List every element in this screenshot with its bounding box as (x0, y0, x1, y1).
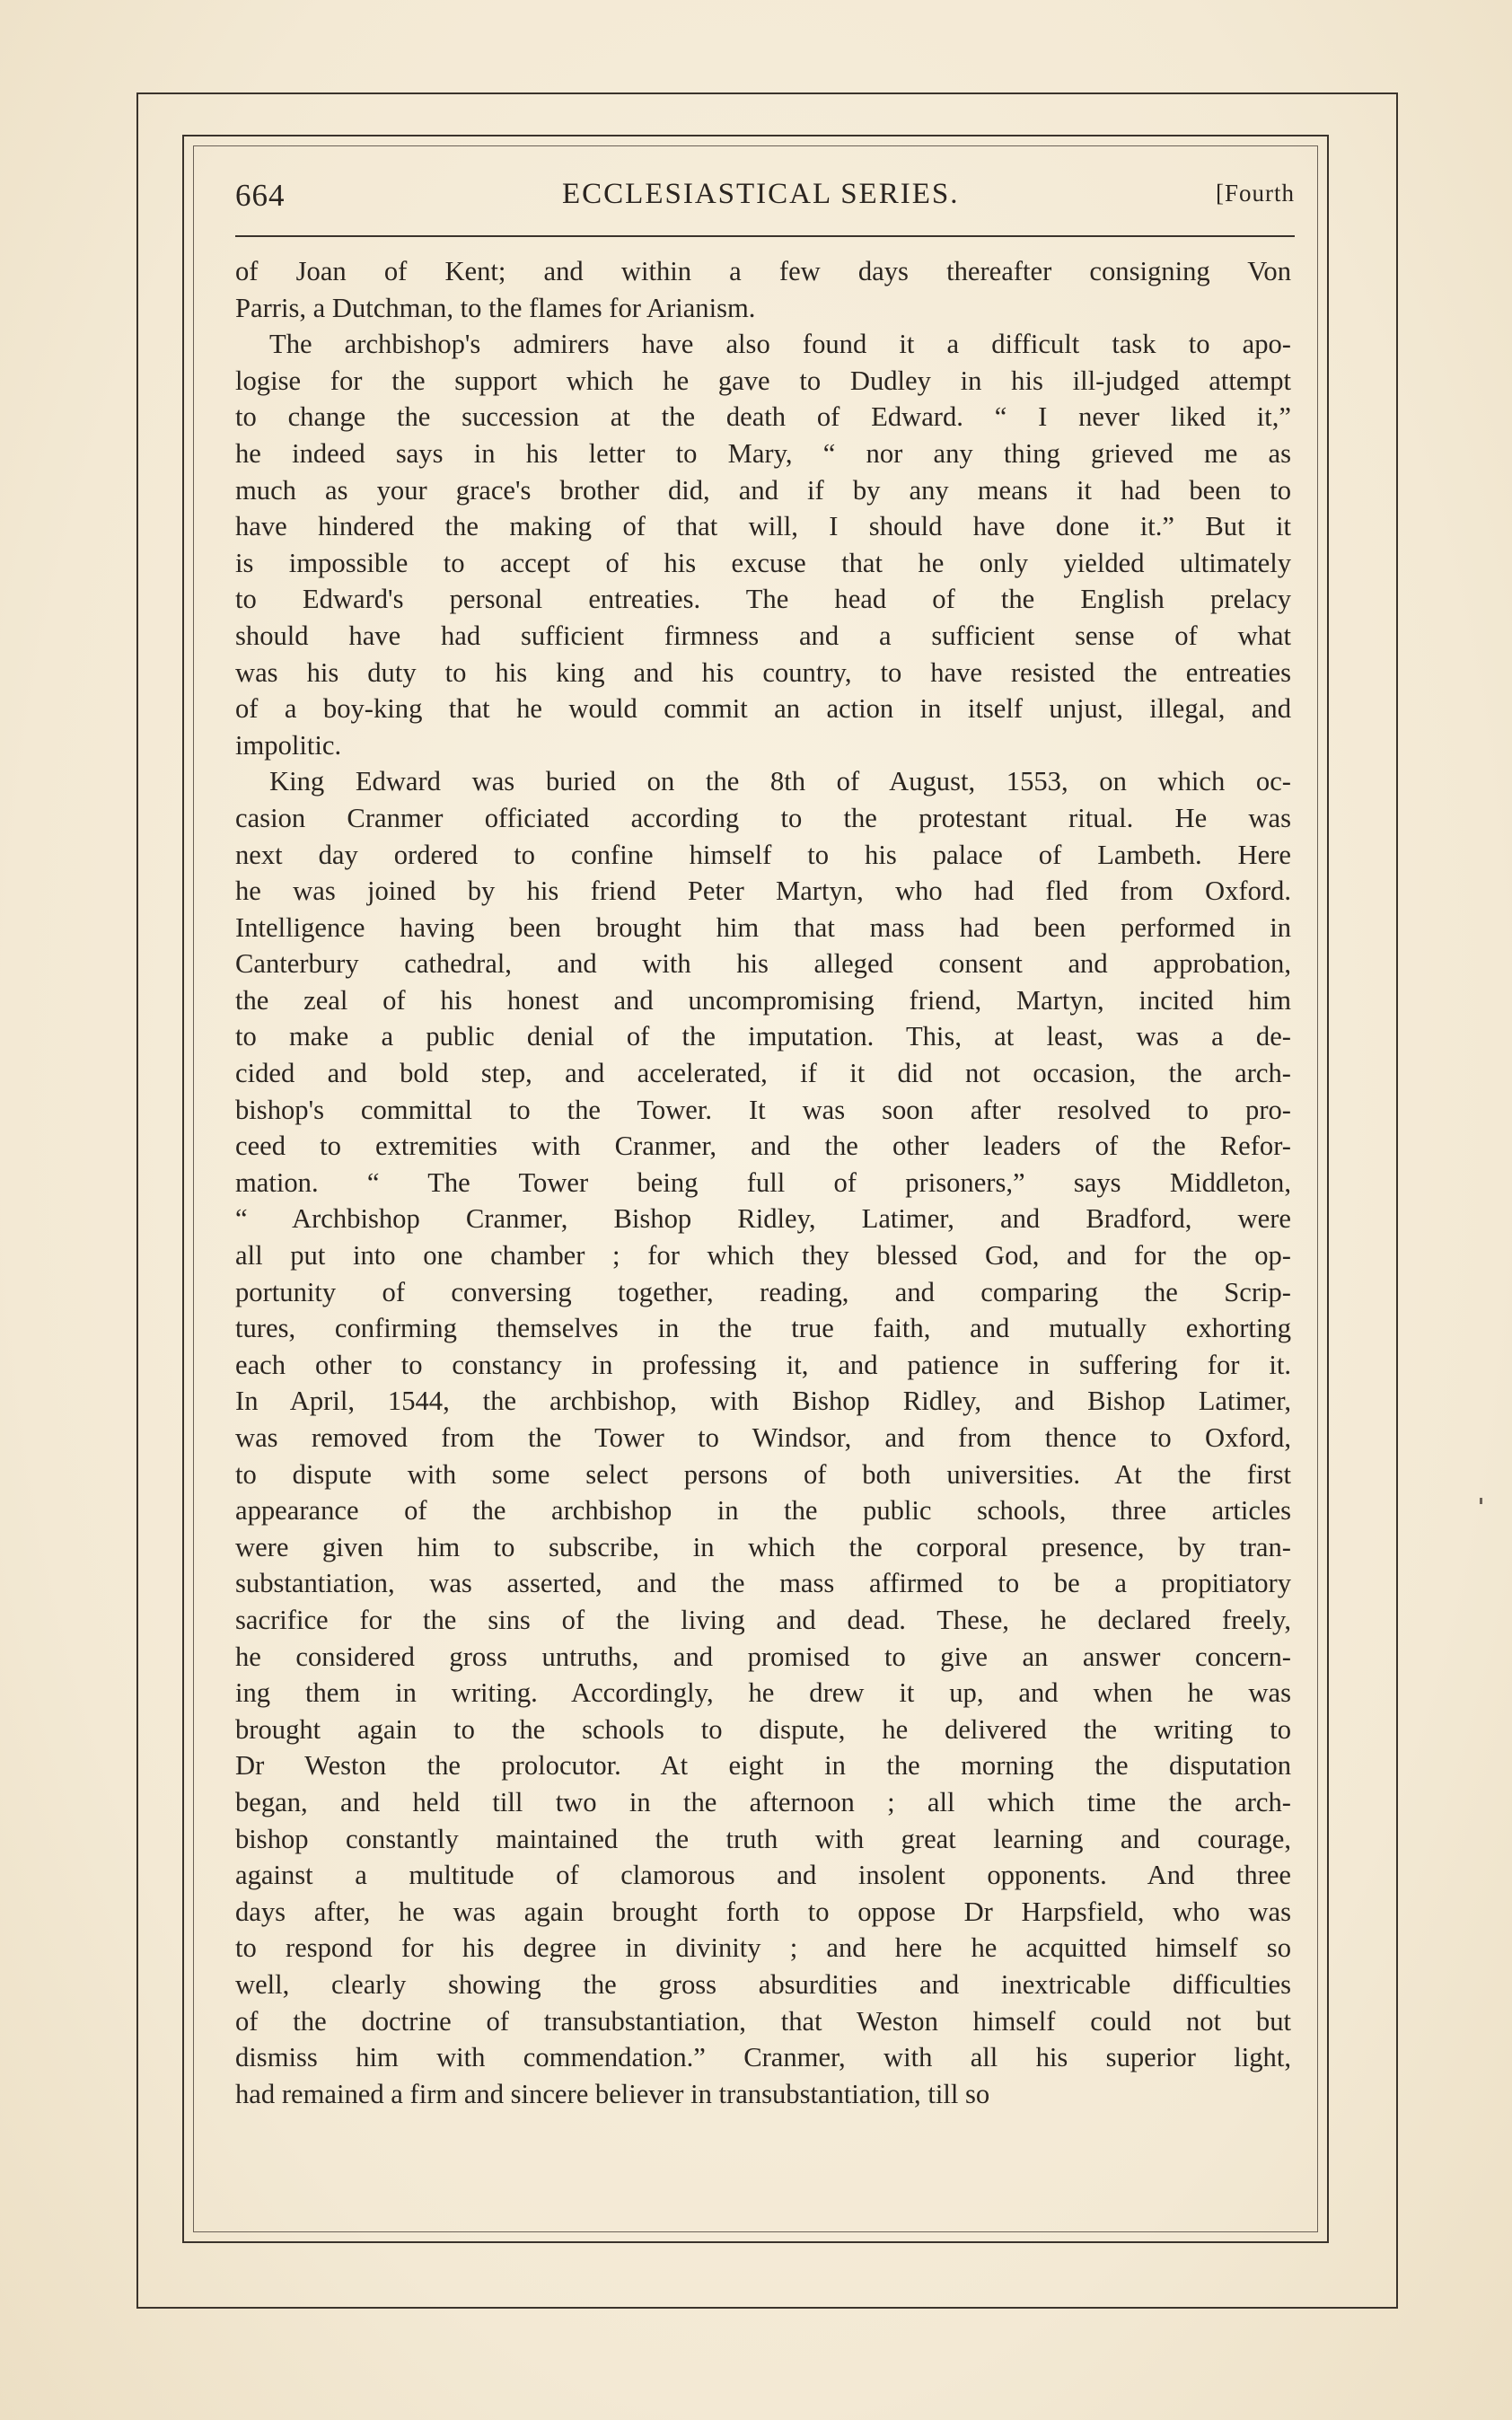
text-line: Canterbury cathedral, and with his alleged consent and approbation, (235, 948, 1291, 980)
text-line: to dispute with some select persons of both universities. At the first (235, 1458, 1291, 1490)
margin-mark (1480, 1498, 1482, 1504)
part-reference: [Fourth (1216, 180, 1295, 207)
text-line: substantiation, was asserted, and the mass affirmed to be a propitiatory (235, 1568, 1291, 1599)
text-line: logise for the support which he gave to Dudley in his ill-judged attempt (235, 365, 1291, 396)
text-line: to make a public denial of the imputation. This, at least, was a de- (235, 1021, 1291, 1052)
text-line: each other to constancy in professing it, and patience in suffering for it. (235, 1349, 1291, 1380)
text-line: sacrifice for the sins of the living and dead. These, he declared freely, (235, 1604, 1291, 1635)
text-line: bishop constantly maintained the truth with great learning and courage, (235, 1823, 1291, 1854)
text-line: King Edward was buried on the 8th of August, 1553, on which oc- (269, 766, 1291, 797)
text-line: Intelligence having been brought him that mass had been performed in (235, 911, 1291, 943)
text-line: days after, he was again brought forth to oppose Dr Harpsfield, who was (235, 1896, 1291, 1927)
text-line: to change the succession at the death of Edward. “ I never liked it,” (235, 401, 1291, 433)
text-line: of the doctrine of transubstantiation, that Weston himself could not but (235, 2005, 1291, 2037)
text-line: against a multitude of clamorous and insolent opponents. And three (235, 1860, 1291, 1891)
text-line: had remained a firm and sincere believer in transubstantiation, till so (235, 2078, 990, 2109)
text-line: “ Archbishop Cranmer, Bishop Ridley, Latimer, and Bradford, were (235, 1203, 1291, 1235)
text-line: to Edward's personal entreaties. The head of the English prelacy (235, 584, 1291, 615)
page-number: 664 (235, 178, 286, 213)
text-line: impolitic. (235, 729, 342, 761)
text-line: should have had sufficient firmness and a sufficient sense of what (235, 620, 1291, 651)
text-line: well, clearly showing the gross absurdities and inextricable difficulties (235, 1968, 1291, 2000)
text-line: of a boy-king that he would commit an action in itself unjust, illegal, and (235, 693, 1291, 725)
text-line: was his duty to his king and his country, to have resisted the entreaties (235, 656, 1291, 688)
text-line: mation. “ The Tower being full of prisoners,” says Middleton, (235, 1166, 1291, 1198)
text-line: appearance of the archbishop in the public schools, three articles (235, 1495, 1291, 1527)
text-line: was removed from the Tower to Windsor, and from thence to Oxford, (235, 1422, 1291, 1453)
text-line: he indeed says in his letter to Mary, “ nor any thing grieved me as (235, 437, 1291, 469)
running-title: ECCLESIASTICAL SERIES. (562, 178, 960, 210)
running-head (235, 178, 1295, 224)
text-line: he considered gross untruths, and promised to give an answer concern- (235, 1641, 1291, 1672)
text-line: were given him to subscribe, in which the corporal presence, by tran- (235, 1531, 1291, 1562)
text-line: much as your grace's brother did, and if by any means it had been to (235, 474, 1291, 506)
text-line: have hindered the making of that will, I should have done it.” But it (235, 511, 1291, 542)
text-line: brought again to the schools to dispute, he delivered the writing to (235, 1713, 1291, 1745)
text-line: cided and bold step, and accelerated, if it did not occasion, the arch- (235, 1058, 1291, 1089)
text-line: bishop's committal to the Tower. It was soon after resolved to pro- (235, 1094, 1291, 1125)
text-line: began, and held till two in the afternoon ; all which time the arch- (235, 1786, 1291, 1817)
text-line: The archbishop's admirers have also found it a difficult task to apo- (269, 329, 1291, 360)
text-line: he was joined by his friend Peter Martyn, who had fled from Oxford. (235, 876, 1291, 907)
text-line: ing them in writing. Accordingly, he drew it up, and when he was (235, 1677, 1291, 1709)
text-line: tures, confirming themselves in the true faith, and mutually exhorting (235, 1313, 1291, 1344)
body-text (235, 253, 1291, 2112)
text-line: In April, 1544, the archbishop, with Bishop Ridley, and Bishop Latimer, (235, 1386, 1291, 1417)
text-line: ceed to extremities with Cranmer, and the other leaders of the Refor- (235, 1131, 1291, 1162)
header-rule (235, 235, 1295, 237)
text-line: Parris, a Dutchman, to the flames for Arianism. (235, 292, 756, 323)
text-line: to respond for his degree in divinity ; and here he acquitted himself so (235, 1932, 1291, 1964)
text-line: the zeal of his honest and uncompromising friend, Martyn, incited him (235, 984, 1291, 1016)
text-line: is impossible to accept of his excuse that he only yielded ultimately (235, 547, 1291, 578)
text-line: Dr Weston the prolocutor. At eight in the morning the disputation (235, 1750, 1291, 1782)
text-line: all put into one chamber ; for which they blessed God, and for the op- (235, 1240, 1291, 1272)
text-line: dismiss him with commendation.” Cranmer, with all his superior light, (235, 2042, 1291, 2073)
text-line: portunity of conversing together, reading, and comparing the Scrip- (235, 1276, 1291, 1307)
text-line: of Joan of Kent; and within a few days thereafter consigning Von (235, 256, 1291, 286)
text-line: next day ordered to confine himself to his palace of Lambeth. Here (235, 839, 1291, 870)
text-line: casion Cranmer officiated according to the protestant ritual. He was (235, 802, 1291, 833)
